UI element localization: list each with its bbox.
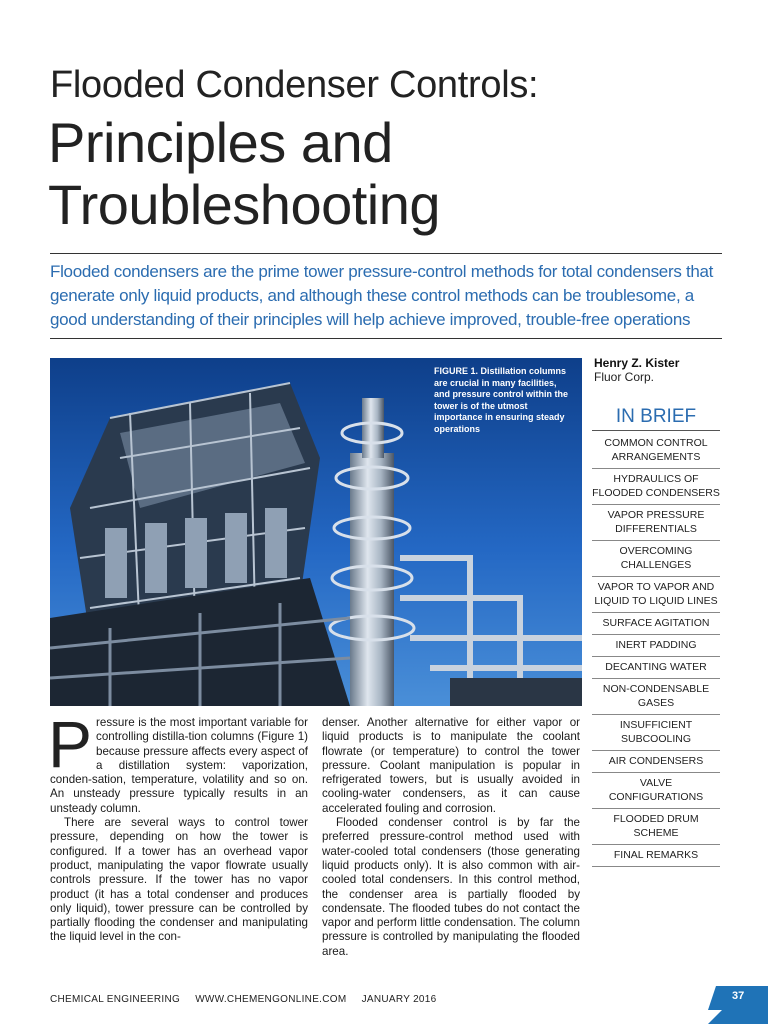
- page-number-tab: [708, 986, 768, 1010]
- in-brief-box: [592, 406, 720, 867]
- body-paragraph: There are several ways to control tower pressure, depending on how the tower is configured. If a tower has an overhead vapor product, manipulating the vapor flowrate usually controls pressure. If the tower has no vapor product (it has a total condenser and produces only liquid), tower pressure can be controlled by partially flooding the condenser and manipulating the liquid level in the con-: [50, 816, 308, 944]
- in-brief-item: FLOODED DRUM SCHEME: [592, 809, 720, 845]
- figure-caption-text: Distillation columns are crucial in many facilities, and pressure control within the tower is of the utmost importance in ensuring steady operations: [434, 366, 569, 434]
- title-line-2: Principles and Troubleshooting: [48, 111, 441, 236]
- deck-summary: Flooded condensers are the prime tower pressure-control methods for total condensers that generate only liquid products, and although these control methods can be troublesome, a good understanding of their principles will help achieve improved, trouble-free operations: [50, 262, 714, 329]
- deck-divider: [50, 338, 722, 339]
- page-footer: [50, 994, 449, 1005]
- title-line-1: Flooded Condenser Controls:: [50, 64, 539, 106]
- page-number: 37: [732, 990, 745, 1002]
- body-column-1: [48, 707, 308, 945]
- body-paragraph: denser. Another alternative for either vapor or liquid products is to manipulate the coolant flowrate (or temperature) to control the tower pressure. Coolant manipulation is popular in refrigerated towers, but is usually avoided in cooling-water condensers, as it can cause accelerated fouling and corrosion.: [322, 716, 580, 815]
- in-brief-item: COMMON CONTROL ARRANGEMENTS: [592, 433, 720, 469]
- footer-date: JANUARY 2016: [361, 994, 437, 1005]
- in-brief-item: DECANTING WATER: [592, 657, 720, 679]
- in-brief-item: OVERCOMING CHALLENGES: [592, 541, 720, 577]
- body-text: ressure is the most important variable for controlling distilla-tion columns (Figure 1) because pressure affects every aspect of a distillation system: vaporization, conden-sation, temperature, volatility and so on. An unsteady pressure typically results in an unsteady column.: [50, 716, 308, 815]
- body-paragraph: [48, 707, 308, 816]
- in-brief-item: SURFACE AGITATION: [592, 613, 720, 635]
- in-brief-item: NON-CONDENSABLE GASES: [592, 679, 720, 715]
- figure-caption: [434, 366, 574, 435]
- author-name: Henry Z. Kister: [594, 356, 680, 370]
- footer-website: WWW.CHEMENGONLINE.COM: [195, 994, 347, 1005]
- footer-publication: CHEMICAL ENGINEERING: [50, 994, 181, 1005]
- in-brief-item: HYDRAULICS OF FLOODED CONDENSERS: [592, 469, 720, 505]
- in-brief-item: AIR CONDENSERS: [592, 751, 720, 773]
- title-divider: [50, 253, 722, 254]
- in-brief-item: VAPOR TO VAPOR AND LIQUID TO LIQUID LINES: [592, 577, 720, 613]
- drop-cap: P: [48, 707, 93, 781]
- body-paragraph: Flooded condenser control is by far the preferred pressure-control method used with water-cooled total condensers (those generating liquid products only). It is also common with air-cooled total condensers. In this control method, the condenser area is partially flooded by condensate. The flooded tubes do not contact the vapor and perform little condensation. The column pressure is controlled by manipulating the flooded area.: [322, 816, 580, 958]
- author-affiliation: Fluor Corp.: [594, 370, 655, 384]
- in-brief-heading: IN BRIEF: [592, 406, 720, 431]
- in-brief-list: [592, 433, 720, 867]
- in-brief-item: FINAL REMARKS: [592, 845, 720, 867]
- in-brief-item: INSUFFICIENT SUBCOOLING: [592, 715, 720, 751]
- in-brief-item: VAPOR PRESSURE DIFFERENTIALS: [592, 505, 720, 541]
- author-block: [594, 356, 744, 384]
- in-brief-item: VALVE CONFIGURATIONS: [592, 773, 720, 809]
- in-brief-item: INERT PADDING: [592, 635, 720, 657]
- figure-label: FIGURE 1.: [434, 366, 479, 376]
- page-tab-shape: [708, 1010, 768, 1024]
- body-column-2: [322, 716, 580, 959]
